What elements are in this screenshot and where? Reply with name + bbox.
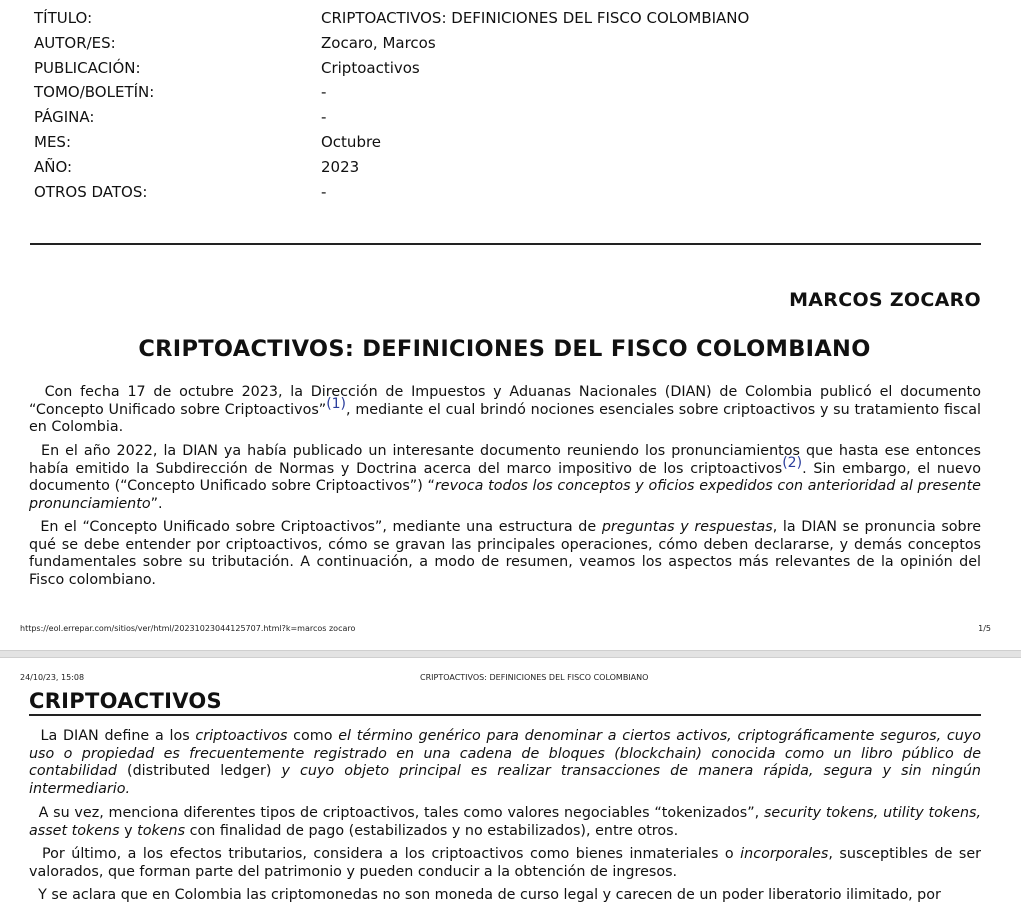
paragraph-7	[29, 887, 981, 905]
text: y	[119, 822, 138, 839]
emphasis-text: el término genérico para denominar a ciertos activos, criptográficamente seguros, cuyo uso o propiedad es frecuentemente registrado en una cadena de bloques (blockchain) conocida como un libro público de contabilidad	[29, 728, 982, 779]
emphasis-text: tokens	[137, 822, 186, 839]
paragraph-2	[29, 443, 981, 513]
metadata-label: MES:	[34, 132, 71, 151]
divider	[30, 243, 981, 245]
metadata-table	[34, 6, 934, 204]
emphasis-text: criptoactivos	[195, 728, 288, 744]
metadata-label: AÑO:	[34, 157, 73, 176]
text: Y se aclara que en Colombia las criptomonedas no son moneda de curso legal y carecen de un poder liberatorio ilimitado, por	[38, 887, 941, 903]
metadata-value: CRIPTOACTIVOS: DEFINICIONES DEL FISCO COLOMBIANO	[321, 9, 750, 27]
text: A su vez, menciona diferentes tipos de criptoactivos, tales como valores negociables “tokenizados”,	[38, 805, 764, 821]
text: En el año 2022, la DIAN ya había publicado un interesante documento reuniendo los pronunciamientos que hasta ese entonces había emitido la Subdirección de Normas y Doctrina acerca del marco impositivo de los criptoactivos	[29, 443, 981, 477]
paragraph-3	[29, 519, 981, 589]
metadata-label: AUTOR/ES:	[34, 33, 116, 52]
article-title: CRIPTOACTIVOS: DEFINICIONES DEL FISCO COLOMBIANO	[138, 336, 871, 362]
text: con finalidad de pago (estabilizados y no estabilizados), entre otros.	[185, 822, 679, 839]
section-divider	[29, 714, 981, 716]
paragraph-6	[29, 846, 981, 881]
text: Con fecha 17 de octubre 2023, la Dirección de Impuestos y Aduanas Nacionales (DIAN) de Colombia publicó el documento “Concepto Unificado sobre Criptoactivos”	[29, 384, 982, 418]
metadata-row-month	[34, 130, 934, 155]
emphasis-text: security tokens, utility tokens, asset tokens	[29, 805, 981, 839]
text: (distributed ledger)	[116, 763, 282, 779]
paragraph-5	[29, 805, 981, 840]
metadata-row-publication	[34, 56, 934, 81]
page-url[interactable]: https://eol.errepar.com/sitios/ver/html/20231023044125707.html?k=marcos zocaro	[20, 624, 356, 633]
metadata-row-title	[34, 6, 934, 31]
metadata-row-page	[34, 105, 934, 130]
article-author: MARCOS ZOCARO	[789, 289, 981, 311]
metadata-value: Zocaro, Marcos	[321, 33, 436, 52]
emphasis-text: incorporales	[740, 846, 829, 862]
text: En el “Concepto Unificado sobre Criptoactivos”, mediante una estructura de	[40, 519, 602, 535]
paragraph-4	[29, 728, 981, 798]
metadata-row-author	[34, 31, 934, 56]
metadata-label: OTROS DATOS:	[34, 182, 148, 201]
text: , mediante el cual brindó nociones esenciales sobre criptoactivos y su tratamiento fiscal en Colombia.	[29, 401, 981, 435]
metadata-label: PÁGINA:	[34, 108, 95, 127]
metadata-value: Criptoactivos	[321, 58, 420, 77]
text: La DIAN define a los	[40, 728, 196, 744]
metadata-value: -	[321, 182, 327, 201]
text: ”.	[150, 495, 163, 512]
print-header-title: CRIPTOACTIVOS: DEFINICIONES DEL FISCO COLOMBIANO	[420, 673, 649, 682]
text: , la DIAN se pronuncia sobre qué se debe entender por criptoactivos, cómo se gravan las principales operaciones, cómo deben declararse, y demás conceptos fundamentales sobre su tributación. A continuación, a modo de resumen, veamos los aspectos más relevantes de la opinión del Fisco colombiano.	[29, 519, 981, 588]
metadata-value: 2023	[321, 157, 360, 176]
footnote-link-1[interactable]: (1)	[326, 395, 347, 412]
emphasis-text: y cuyo objeto principal es realizar transacciones de manera rápida, segura y sin ningún intermediario.	[29, 763, 981, 797]
metadata-value: Octubre	[321, 132, 382, 151]
quote-text: revoca todos los conceptos y oficios expedidos con anterioridad al presente pronunciamiento	[29, 478, 981, 512]
metadata-row-volume	[34, 80, 934, 105]
paragraph-1	[29, 384, 981, 437]
emphasis-text: preguntas y respuestas	[601, 519, 773, 535]
metadata-row-other	[34, 180, 934, 205]
metadata-label: TOMO/BOLETÍN:	[34, 83, 155, 102]
text: , susceptibles de ser valorados, que forman parte del patrimonio y pueden conducir a la obtención de ingresos.	[29, 846, 982, 880]
metadata-label: PUBLICACIÓN:	[34, 58, 141, 77]
metadata-value: -	[321, 83, 327, 102]
text: Por último, a los efectos tributarios, considera a los criptoactivos como bienes inmateriales o	[42, 846, 741, 862]
metadata-label: TÍTULO:	[34, 9, 93, 27]
section-heading: CRIPTOACTIVOS	[29, 689, 222, 713]
page-number: 1/5	[978, 624, 991, 633]
metadata-row-year	[34, 155, 934, 180]
text: . Sin embargo, el nuevo documento (“Concepto Unificado sobre Criptoactivos”) “	[29, 460, 982, 494]
metadata-value: -	[321, 108, 327, 127]
text: como	[287, 728, 339, 744]
footnote-link-2[interactable]: (2)	[782, 454, 803, 471]
print-date: 24/10/23, 15:08	[20, 673, 85, 682]
page-separator	[0, 650, 1021, 658]
